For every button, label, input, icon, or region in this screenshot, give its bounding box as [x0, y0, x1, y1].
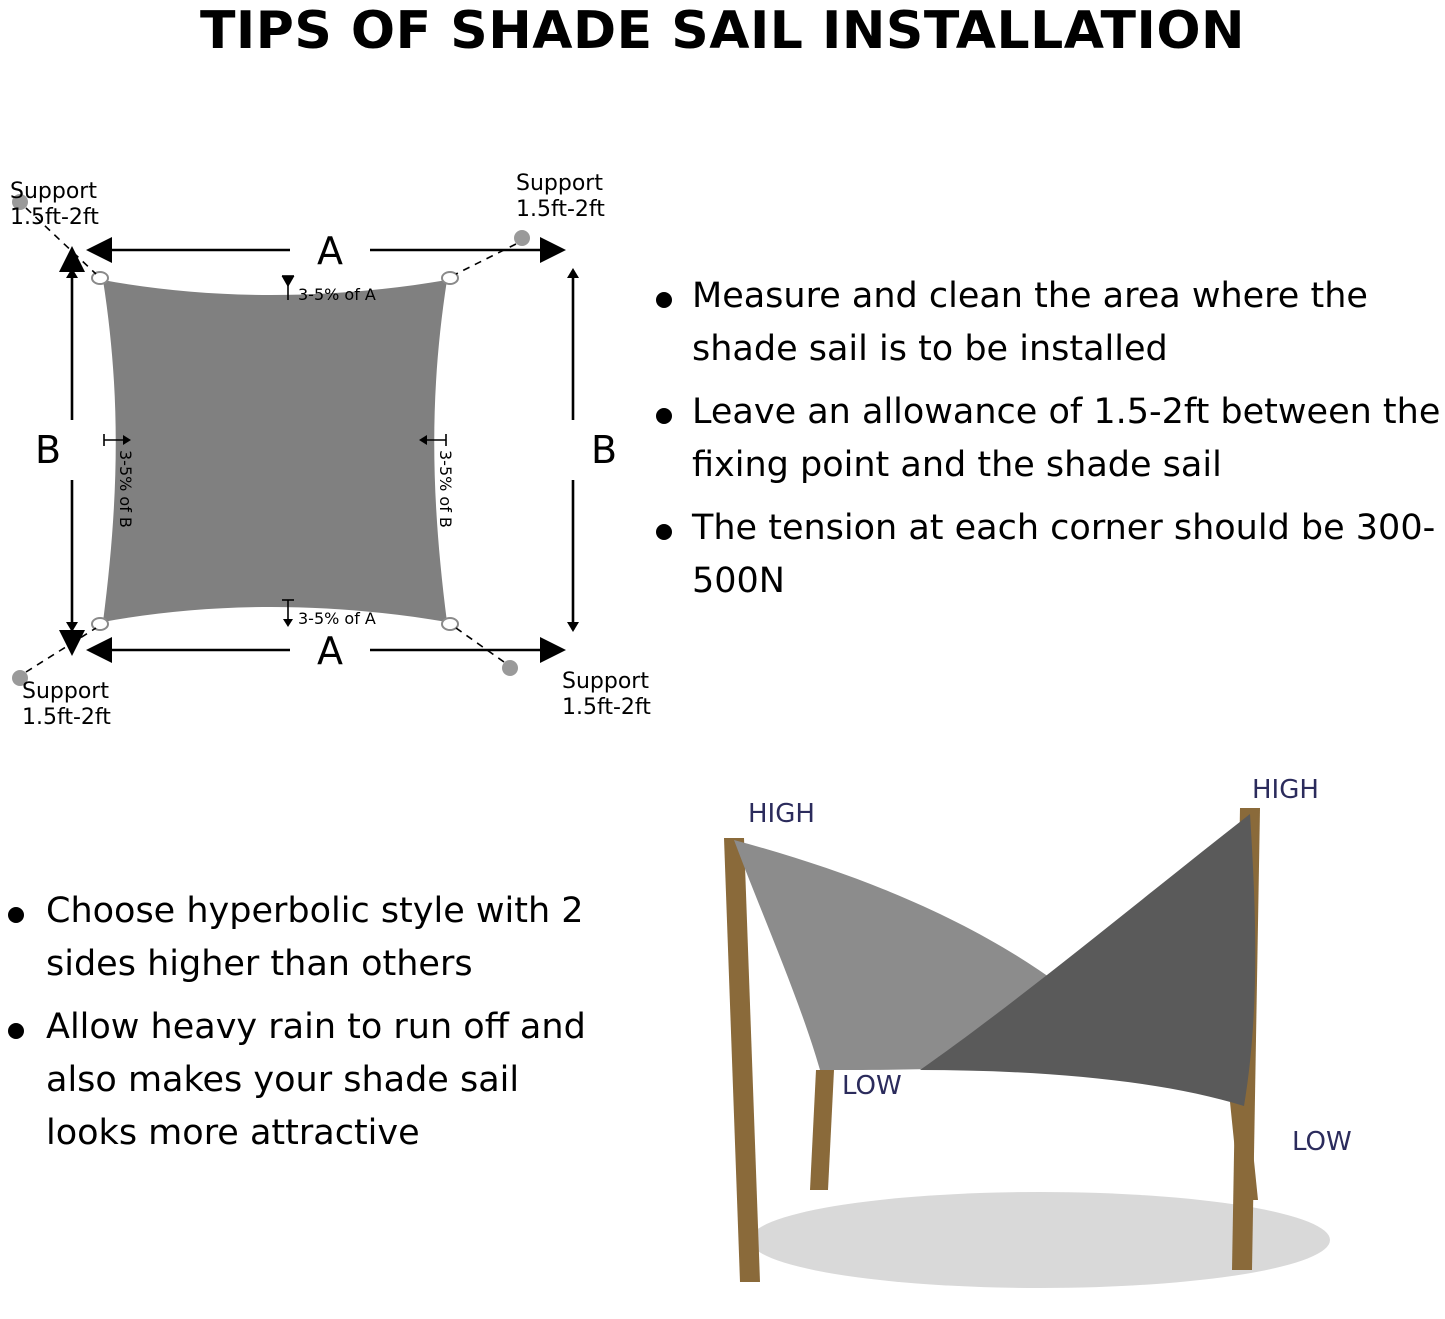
sail-shape	[103, 280, 447, 622]
list-item	[0, 1001, 620, 1160]
list-item	[0, 885, 620, 991]
label-curve-top: 3-5% of A	[298, 285, 376, 304]
support-label-top-right-line2: 1.5ft-2ft	[516, 197, 605, 222]
tip-text: Allow heavy rain to run off and also makes your shade sail looks more attractive	[46, 1007, 586, 1153]
label-high-left: HIGH	[748, 799, 815, 829]
label-a-top: A	[317, 229, 343, 273]
label-curve-right: 3-5% of B	[436, 450, 455, 528]
tips-left-list	[0, 885, 620, 1170]
bullet-dot-icon	[656, 292, 672, 308]
tips-right-list	[648, 270, 1445, 618]
post-high-left	[724, 838, 760, 1282]
support-label-bottom-left-line2: 1.5ft-2ft	[22, 705, 111, 730]
support-label-top-left-line2: 1.5ft-2ft	[10, 205, 99, 230]
label-low-left: LOW	[842, 1071, 902, 1101]
bullet-dot-icon	[8, 1023, 24, 1039]
bottom-diagram-container	[620, 770, 1445, 1319]
dimension-b-right	[567, 268, 579, 632]
dimension-b-left	[66, 268, 78, 632]
support-label-bottom-right-line1: Support	[562, 669, 649, 694]
label-a-bottom: A	[317, 629, 343, 673]
bullet-dot-icon	[656, 524, 672, 540]
page-title: TIPS OF SHADE SAIL INSTALLATION	[199, 1, 1246, 61]
label-b-left: B	[34, 428, 62, 472]
support-label-top-right-line1: Support	[516, 171, 603, 196]
label-curve-bottom: 3-5% of A	[298, 609, 376, 628]
bullet-dot-icon	[8, 907, 24, 923]
support-label-bottom-right-line2: 1.5ft-2ft	[562, 695, 651, 720]
top-diagram-container	[0, 150, 660, 750]
label-b-right: B	[590, 428, 618, 472]
label-high-right: HIGH	[1252, 775, 1319, 805]
post-low-left	[810, 1070, 834, 1190]
list-item	[648, 270, 1445, 376]
tip-text: Choose hyperbolic style with 2 sides higher than others	[46, 891, 584, 984]
label-low-right: LOW	[1292, 1127, 1352, 1157]
list-item	[648, 386, 1445, 492]
label-curve-left: 3-5% of B	[116, 450, 135, 528]
tip-text: Leave an allowance of 1.5-2ft between the fixing point and the shade sail	[692, 392, 1441, 485]
tip-text: The tension at each corner should be 300-500N	[692, 508, 1436, 601]
bullet-dot-icon	[656, 408, 672, 424]
support-label-top-left-line1: Support	[10, 179, 97, 204]
support-label-bottom-left-line1: Support	[22, 679, 109, 704]
list-item	[648, 502, 1445, 608]
tip-text: Measure and clean the area where the shade sail is to be installed	[692, 276, 1368, 369]
